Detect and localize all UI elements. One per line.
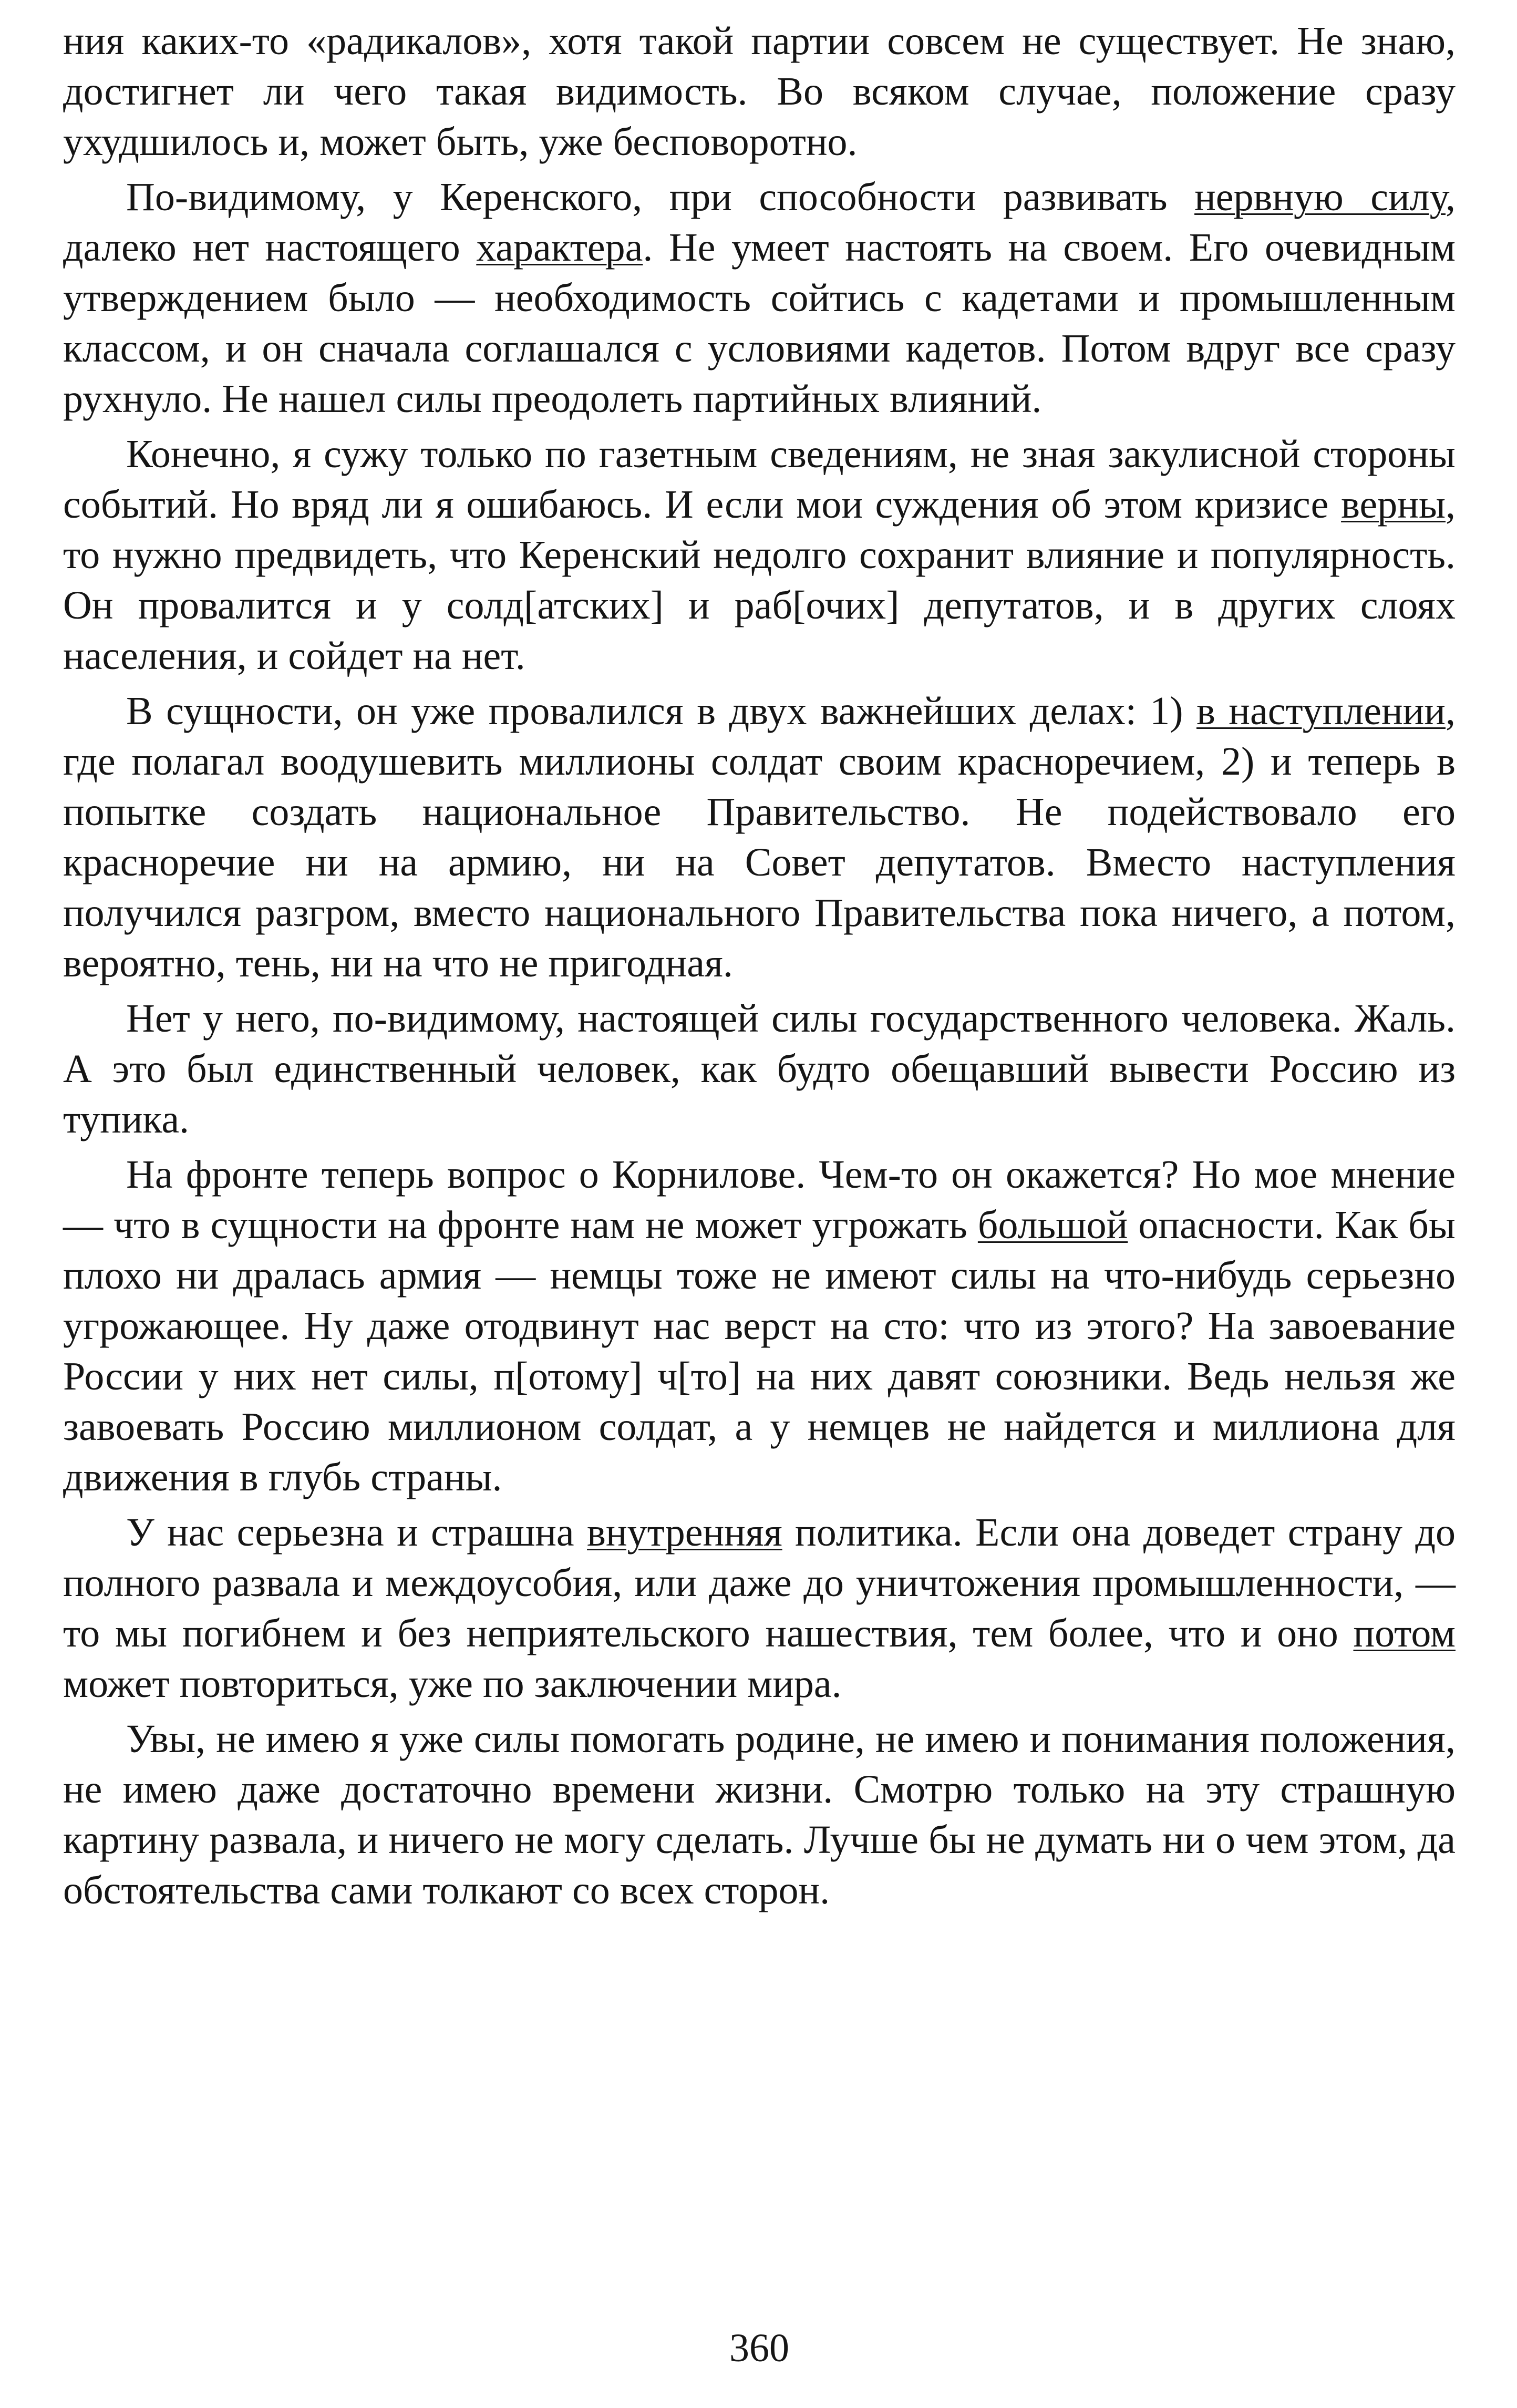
paragraph (63, 172, 1456, 424)
page-number: 360 (729, 2326, 789, 2370)
text-segment: На фронте теперь вопрос о Корнилове. Чем-то он окажется? Но мое мнение — что в сущности на фронте нам не может угрожать (63, 1152, 1456, 1247)
underlined-text: в наступлении (1196, 689, 1446, 733)
text-segment: . Не умеет настоять на своем. Его очевидным утверждением было — необходимость сойтись с кадетами и промышленным классом, и он сначала соглашался с условиями кадетов. Потом вдруг все сразу рухнуло. Не нашел силы преодолеть партийных влияний. (63, 225, 1456, 421)
text-segment: У нас серьезна и страшна (126, 1510, 587, 1555)
paragraph (63, 429, 1456, 681)
underlined-text: характера (476, 225, 643, 270)
underlined-text: верны (1341, 482, 1446, 527)
text-segment: политика. Если она доведет страну до полного развала и междоусобия, или даже до уничтожения промышленности, — то мы погибнем и без неприятельского нашествия, тем более, что и оно (63, 1510, 1456, 1655)
underlined-text: потом (1353, 1611, 1456, 1655)
text-segment: Конечно, я сужу только по газетным сведениям, не зная закулисной стороны событий. Но вряд ли я ошибаюсь. И если мои суждения об этом кризисе (63, 432, 1456, 527)
paragraph (63, 16, 1456, 167)
paragraph (63, 1149, 1456, 1503)
text-segment: В сущности, он уже провалился в двух важнейших делах: 1) (126, 689, 1197, 733)
paragraph (63, 1507, 1456, 1709)
text-segment: , где полагал воодушевить миллионы солдат своим красноречием, 2) и теперь в попытке создать национальное Правительство. Не подействовало его красноречие ни на армию, ни на Совет депутатов. Вместо наступления получился разгром, вместо национального Правительства пока ничего, а потом, вероятно, тень, ни на что не пригодная. (63, 689, 1456, 985)
paragraph (63, 993, 1456, 1145)
text-segment: опасности. Как бы плохо ни дралась армия — немцы тоже не имеют силы на что-нибудь серьезно угрожающее. Ну даже отодвинут нас верст на сто: что из этого? На завоевание России у них нет силы, п[отому] ч[то] на них давят союзники. Ведь нельзя же завоевать Россию миллионом солдат, а у немцев не найдется и миллиона для движения в глубь страны. (63, 1203, 1456, 1499)
text-segment: Увы, не имею я уже силы помогать родине, не имею и понимания положения, не имею даже достаточно времени жизни. Смотрю только на эту страшную картину развала, и ничего не могу сделать. Лучше бы не думать ни о чем этом, да обстоятельства сами толкают со всех сторон. (63, 1717, 1456, 1912)
underlined-text: нервную силу (1194, 175, 1446, 219)
text-segment: , то нужно предвидеть, что Керенский недолго сохранит влияние и популярность. Он провалится и у солд[атских] и раб[очих] депутатов, и в других слоях населения, и сойдет на нет. (63, 482, 1456, 678)
underlined-text: большой (977, 1203, 1128, 1247)
text-segment: По-видимому, у Керенского, при способности развивать (126, 175, 1195, 219)
paragraph (63, 686, 1456, 989)
book-page (63, 16, 1456, 2391)
text-segment: может повториться, уже по заключении мира. (63, 1662, 842, 1706)
text-segment: ния каких-то «радикалов», хотя такой партии совсем не существует. Не знаю, достигнет ли чего такая видимость. Во всяком случае, положение сразу ухудшилось и, может быть, уже бесповоротно. (63, 19, 1456, 164)
body-text (63, 16, 1456, 1916)
underlined-text: внутренняя (587, 1510, 782, 1555)
text-segment: , далеко нет настоящего (63, 175, 1456, 270)
paragraph (63, 1714, 1456, 1916)
text-segment: Нет у него, по-видимому, настоящей силы государственного человека. Жаль. А это был единственный человек, как будто обещавший вывести Россию из тупика. (63, 996, 1456, 1141)
